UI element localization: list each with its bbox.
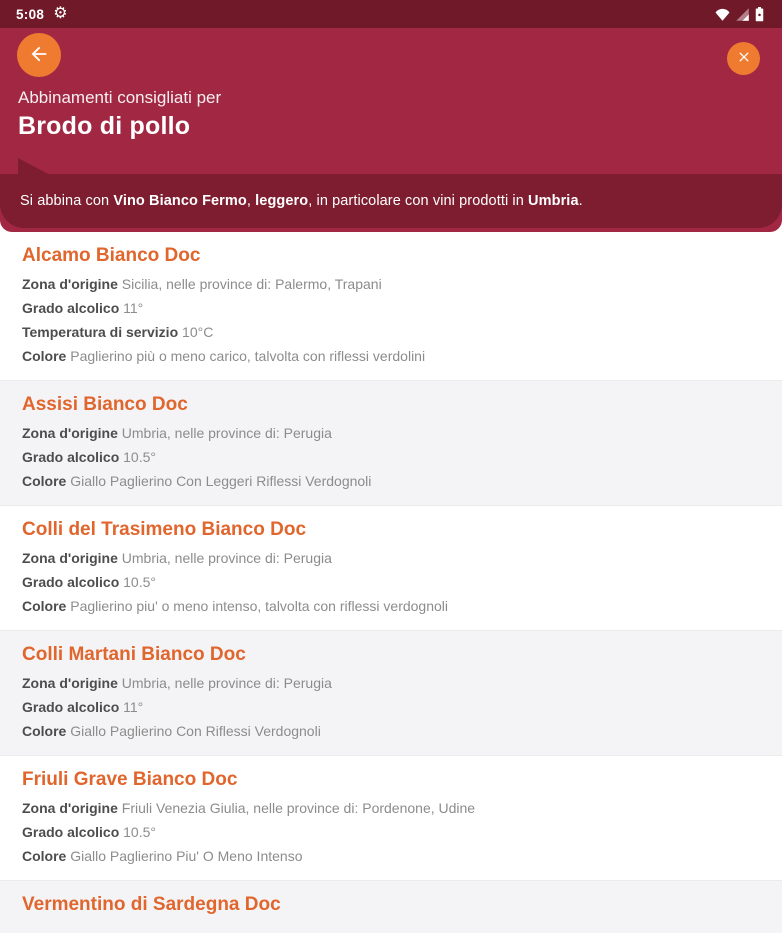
- wine-name[interactable]: Vermentino di Sardegna Doc: [22, 894, 281, 915]
- wine-details: [22, 272, 756, 368]
- detail-value: Umbria, nelle province di: Perugia: [117, 675, 332, 691]
- wine-name[interactable]: Colli Martani Bianco Doc: [22, 644, 246, 665]
- detail-value: Umbria, nelle province di: Perugia: [117, 425, 332, 441]
- pairing-text: [0, 193, 603, 209]
- wine-card[interactable]: [0, 880, 782, 933]
- pairing-text-part: , in particolare con vini prodotti in: [308, 193, 529, 209]
- wine-detail-row: [22, 320, 756, 344]
- wine-detail-row: [22, 844, 756, 868]
- wine-detail-row: [22, 272, 756, 296]
- pairing-banner: [0, 174, 782, 228]
- wine-detail-row: [22, 796, 756, 820]
- header-subtitle: Abbinamenti consigliati per: [18, 88, 222, 107]
- pairing-text-part: .: [578, 193, 583, 209]
- detail-value: Friuli Venezia Giulia, nelle province di: Pordenone, Udine: [117, 800, 476, 816]
- detail-label: Zona d'origine: [22, 675, 118, 691]
- wine-detail-row: [22, 445, 756, 469]
- wine-name[interactable]: Colli del Trasimeno Bianco Doc: [22, 519, 307, 540]
- detail-value: 10.5°: [119, 824, 156, 840]
- banner-tail: [18, 158, 48, 174]
- wine-list: [0, 232, 782, 933]
- detail-value: Sicilia, nelle province di: Palermo, Trapani: [117, 276, 382, 292]
- wine-details: [22, 671, 756, 743]
- detail-value: 10.5°: [119, 449, 156, 465]
- detail-label: Grado alcolico: [22, 574, 120, 590]
- detail-label: Grado alcolico: [22, 300, 120, 316]
- wine-detail-row: [22, 344, 756, 368]
- detail-label: Zona d'origine: [22, 550, 118, 566]
- detail-label: Zona d'origine: [22, 800, 118, 816]
- close-icon: [736, 49, 752, 68]
- pairing-text-part: ,: [246, 193, 256, 209]
- pairing-term: leggero: [255, 193, 309, 209]
- detail-value: Giallo Paglierino Con Leggeri Riflessi Verdognoli: [66, 473, 372, 489]
- detail-value: 11°: [119, 699, 144, 715]
- wine-card[interactable]: [0, 505, 782, 630]
- pairing-term: Vino Bianco Fermo: [113, 193, 247, 209]
- wine-detail-row: [22, 421, 756, 445]
- status-bar-left: [16, 6, 68, 22]
- back-button[interactable]: [17, 33, 61, 77]
- detail-value: Giallo Paglierino Piu' O Meno Intenso: [66, 848, 303, 864]
- detail-label: Temperatura di servizio: [22, 324, 179, 340]
- arrow-left-icon: [28, 43, 50, 68]
- wine-detail-row: [22, 594, 756, 618]
- gear-icon: ⚙: [53, 5, 68, 22]
- battery-icon: [755, 7, 764, 22]
- detail-value: 10°C: [178, 324, 214, 340]
- cellular-signal-icon: [735, 8, 750, 21]
- status-bar-right: [715, 7, 764, 22]
- wine-detail-row: [22, 570, 756, 594]
- detail-label: Grado alcolico: [22, 824, 120, 840]
- detail-value: Giallo Paglierino Con Riflessi Verdognoli: [66, 723, 321, 739]
- pairing-text-part: Si abbina con: [20, 193, 114, 209]
- wine-detail-row: [22, 296, 756, 320]
- detail-value: 11°: [119, 300, 144, 316]
- wine-details: [22, 546, 756, 618]
- wine-detail-row: [22, 820, 756, 844]
- wine-details: [22, 421, 756, 493]
- wine-detail-row: [22, 469, 756, 493]
- detail-label: Colore: [22, 598, 67, 614]
- detail-label: Colore: [22, 848, 67, 864]
- header: [0, 28, 782, 232]
- detail-label: Colore: [22, 348, 67, 364]
- status-time: 5:08: [16, 6, 45, 22]
- detail-label: Zona d'origine: [22, 276, 118, 292]
- wine-name[interactable]: Friuli Grave Bianco Doc: [22, 769, 238, 790]
- wine-name[interactable]: Assisi Bianco Doc: [22, 394, 188, 415]
- wine-card[interactable]: [0, 630, 782, 755]
- detail-label: Colore: [22, 473, 67, 489]
- detail-value: Umbria, nelle province di: Perugia: [117, 550, 332, 566]
- wine-details: [22, 796, 756, 868]
- detail-label: Grado alcolico: [22, 449, 120, 465]
- status-bar: [0, 0, 782, 28]
- wine-detail-row: [22, 671, 756, 695]
- detail-label: Grado alcolico: [22, 699, 120, 715]
- close-button[interactable]: [727, 42, 760, 75]
- wine-detail-row: [22, 719, 756, 743]
- wine-card[interactable]: [0, 232, 782, 380]
- wifi-icon: [715, 8, 730, 21]
- detail-label: Zona d'origine: [22, 425, 118, 441]
- page-title: Brodo di pollo: [18, 112, 191, 140]
- wine-detail-row: [22, 546, 756, 570]
- pairing-term: Umbria: [528, 193, 579, 209]
- detail-value: Paglierino piu' o meno intenso, talvolta con riflessi verdognoli: [66, 598, 449, 614]
- wine-detail-row: [22, 695, 756, 719]
- detail-value: 10.5°: [119, 574, 156, 590]
- wine-card[interactable]: [0, 380, 782, 505]
- detail-label: Colore: [22, 723, 67, 739]
- wine-card[interactable]: [0, 755, 782, 880]
- wine-name[interactable]: Alcamo Bianco Doc: [22, 245, 201, 266]
- detail-value: Paglierino più o meno carico, talvolta con riflessi verdolini: [66, 348, 426, 364]
